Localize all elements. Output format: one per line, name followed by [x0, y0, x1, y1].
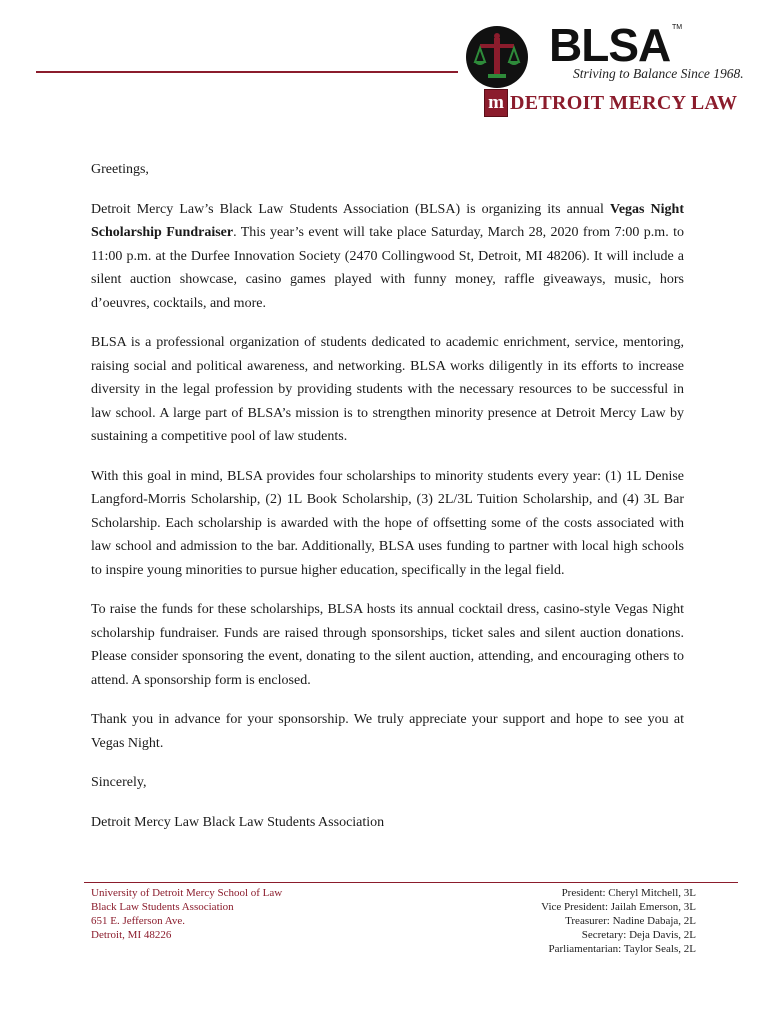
school-name: DETROIT MERCY LAW	[510, 92, 738, 114]
closing: Sincerely,	[91, 775, 147, 790]
officer-line: Parliamentarian: Taylor Seals, 2L	[548, 943, 696, 955]
paragraph-thanks: Thank you in advance for your sponsorship. We truly appreciate your support and hope to see you at Vegas Night.	[91, 712, 684, 751]
address-line: Black Law Students Association	[91, 901, 234, 913]
scales-of-justice-icon	[466, 26, 528, 88]
detroit-mercy-badge-icon: m	[484, 89, 508, 117]
address-line: 651 E. Jefferson Ave.	[91, 915, 185, 927]
paragraph-event-intro: Detroit Mercy Law’s Black Law Students Association (BLSA) is organizing its annual	[91, 201, 610, 217]
trademark-mark: TM	[672, 24, 683, 31]
tagline: Striving to Balance Since 1968.	[573, 66, 744, 81]
paragraph-scholarships: With this goal in mind, BLSA provides four scholarships to minority students every year: (1) 1L Denise Langford-Morris Scholarship, (2) 1L Book Scholarship, (3) 2L/3L Tuition Scholarship, and (4) 3L Bar Scholarship. Each scholarship is awarded with the hope of offsetting some of the costs associated with law school and admission to the bar. Additionally, BLSA uses funding to partner with local high schools to inspire young minorities to pursue higher education, specifically in the legal field.	[91, 468, 684, 578]
officer-line: Treasurer: Nadine Dabaja, 2L	[565, 915, 696, 927]
brand-wordmark: BLSA	[549, 19, 671, 71]
footer-address	[91, 886, 282, 942]
paragraph-organization: BLSA is a professional organization of students dedicated to academic enrichment, service, mentoring, raising social and political awareness, and networking. BLSA works diligently in its efforts to increase diversity in the legal profession by providing students with the necessary resources to be successful in law school. A large part of BLSA’s mission is to strengthen minority presence at Detroit Mercy Law by sustaining a competitive pool of law students.	[91, 335, 684, 444]
greeting: Greetings,	[91, 162, 149, 177]
letter-body	[91, 158, 684, 850]
address-line: Detroit, MI 48226	[91, 929, 172, 941]
footer-rule	[84, 882, 738, 883]
paragraph-fundraiser: To raise the funds for these scholarships, BLSA hosts its annual cocktail dress, casino-style Vegas Night scholarship fundraiser. Funds are raised through sponsorships, ticket sales and silent auction donations. Please consider sponsoring the event, donating to the silent auction, attending, and encouraging others to attend. A sponsorship form is enclosed.	[91, 602, 684, 688]
paragraph-event	[91, 198, 684, 316]
signature: Detroit Mercy Law Black Law Students Association	[91, 814, 385, 830]
officer-line: Secretary: Deja Davis, 2L	[581, 929, 696, 941]
header-rule	[36, 71, 458, 73]
officer-line: Vice President: Jailah Emerson, 3L	[541, 901, 696, 913]
paragraph-event-details: . This year’s event will take place Saturday, March 28, 2020 from 7:00 p.m. to 11:00 p.m. at the Durfee Innovation Society (2470 Collingwood St, Detroit, MI 48206). It will include a silent auction showcase, casino games played with funny money, raffle giveaways, music, hors d’oeuvres, cocktails, and more.	[91, 225, 684, 311]
event-name: Vegas Night Scholarship Fundraiser	[91, 201, 685, 240]
footer-officers	[541, 886, 696, 956]
address-line: University of Detroit Mercy School of Law	[91, 887, 283, 899]
officer-line: President: Cheryl Mitchell, 3L	[561, 887, 696, 899]
